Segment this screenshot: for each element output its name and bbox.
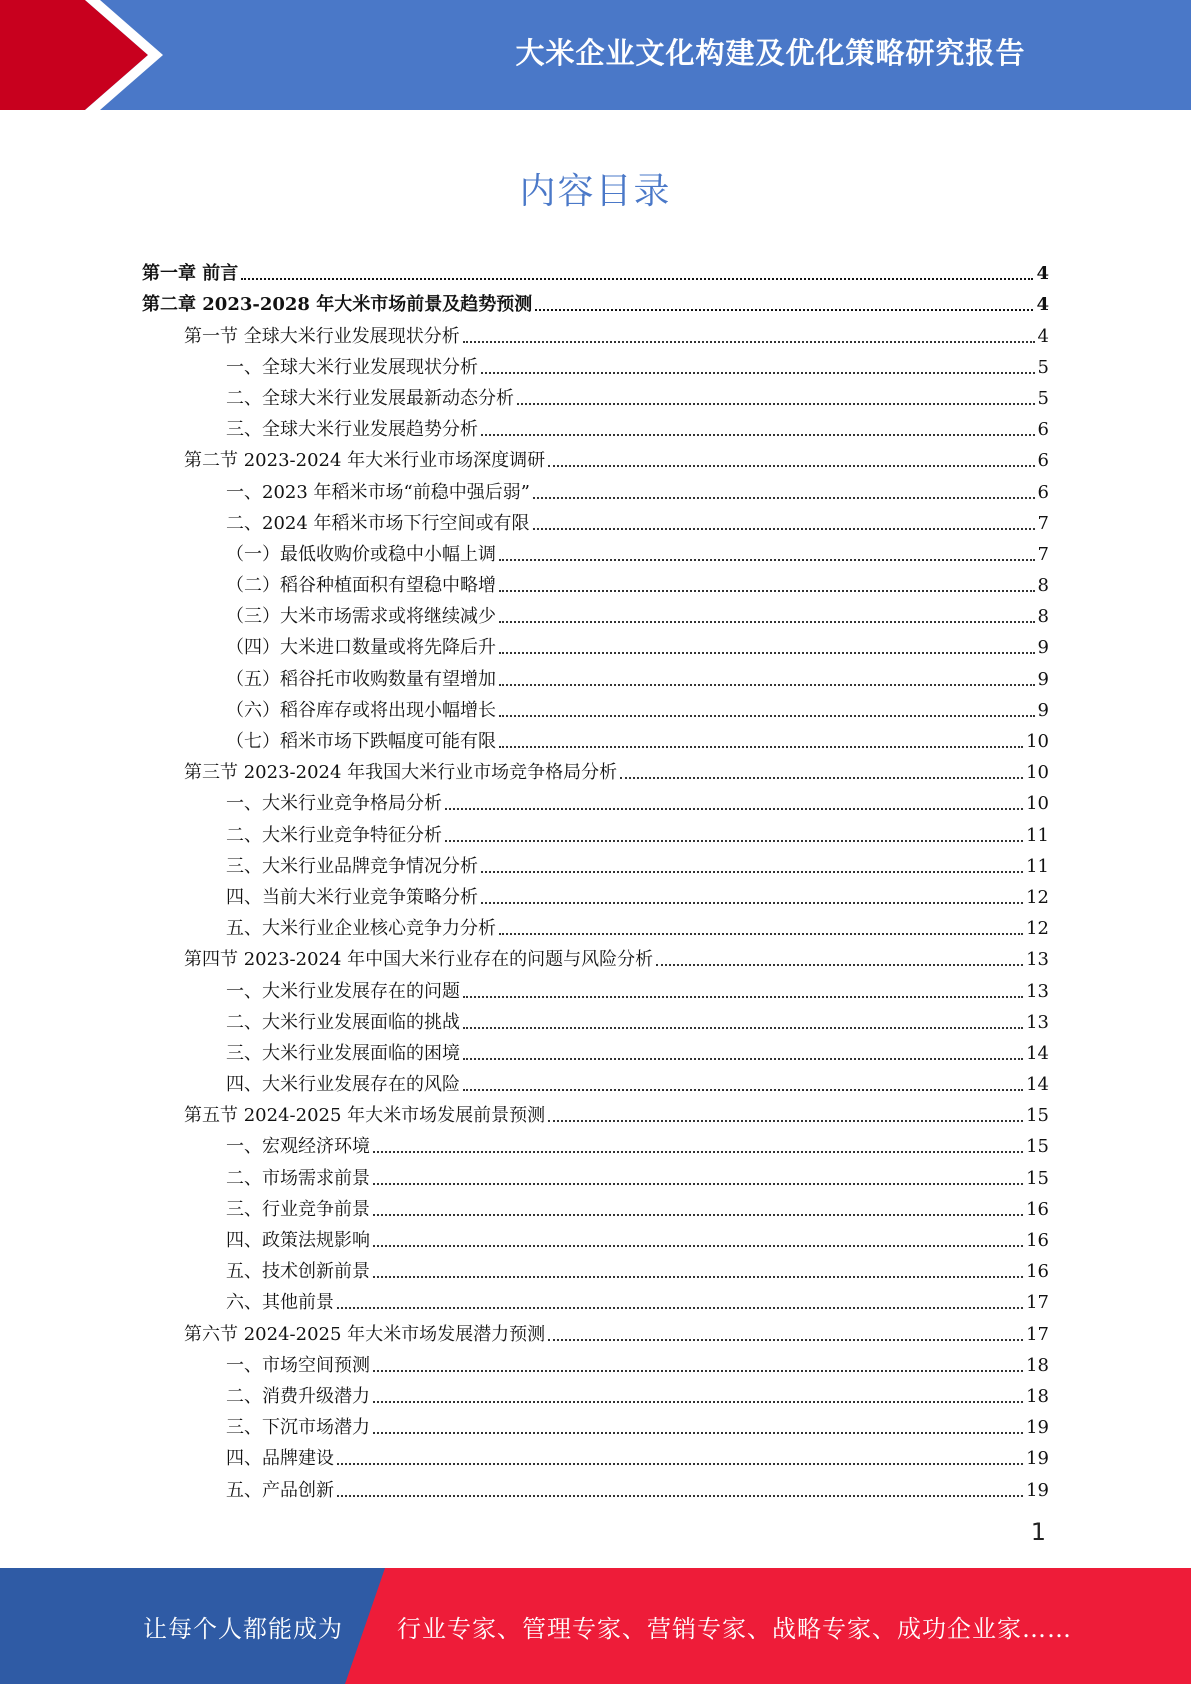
toc-entry-label: 四、大米行业发展存在的风险 bbox=[226, 1074, 460, 1096]
toc-entry-page: 11 bbox=[1026, 824, 1049, 846]
toc-dot-leader bbox=[481, 901, 1023, 904]
toc-entry-page: 18 bbox=[1026, 1354, 1049, 1376]
toc-entry-page: 19 bbox=[1026, 1417, 1049, 1439]
toc-dot-leader bbox=[337, 1306, 1023, 1309]
toc-entry-label: 四、品牌建设 bbox=[226, 1448, 334, 1470]
toc-dot-leader bbox=[373, 1369, 1023, 1372]
table-of-contents bbox=[142, 254, 1049, 1502]
toc-entry-label: 五、技术创新前景 bbox=[226, 1261, 370, 1283]
header-banner bbox=[0, 0, 1191, 110]
toc-entry[interactable] bbox=[142, 753, 1049, 784]
toc-dot-leader bbox=[445, 807, 1023, 810]
toc-entry-page: 15 bbox=[1026, 1167, 1049, 1189]
toc-entry-page: 8 bbox=[1037, 606, 1049, 628]
toc-entry[interactable] bbox=[142, 1408, 1049, 1439]
footer-slogan-left: 让每个人都能成为 bbox=[143, 1614, 343, 1643]
toc-dot-leader bbox=[517, 402, 1035, 405]
toc-dot-leader bbox=[481, 870, 1023, 873]
toc-dot-leader bbox=[499, 932, 1023, 935]
toc-dot-leader bbox=[499, 651, 1035, 654]
toc-dot-leader bbox=[620, 776, 1023, 779]
toc-dot-leader bbox=[373, 1244, 1023, 1247]
toc-entry[interactable] bbox=[142, 1034, 1049, 1065]
toc-entry-page: 6 bbox=[1037, 419, 1049, 441]
page-number: 1 bbox=[1030, 1518, 1046, 1546]
toc-entry-page: 13 bbox=[1026, 949, 1049, 971]
toc-entry[interactable] bbox=[142, 566, 1049, 597]
toc-entry-page: 12 bbox=[1026, 886, 1049, 908]
toc-entry-label: （四）大米进口数量或将先降后升 bbox=[226, 637, 496, 659]
toc-entry-label: 一、大米行业发展存在的问题 bbox=[226, 980, 460, 1002]
toc-entry-page: 10 bbox=[1026, 731, 1049, 752]
toc-entry-page: 18 bbox=[1026, 1385, 1049, 1407]
toc-entry[interactable] bbox=[142, 597, 1049, 628]
toc-entry-page: 5 bbox=[1037, 387, 1049, 409]
toc-entry-page: 14 bbox=[1026, 1042, 1049, 1064]
toc-dot-leader bbox=[373, 1431, 1023, 1434]
toc-entry-page: 9 bbox=[1037, 699, 1049, 721]
toc-entry-label: （六）稻谷库存或将出现小幅增长 bbox=[226, 699, 496, 721]
toc-dot-leader bbox=[463, 1088, 1023, 1091]
toc-entry[interactable] bbox=[142, 722, 1049, 753]
toc-entry-label: （二）稻谷种植面积有望稳中略增 bbox=[226, 575, 496, 597]
toc-entry[interactable] bbox=[142, 659, 1049, 690]
toc-entry-label: 第一节 全球大米行业发展现状分析 bbox=[184, 325, 460, 347]
toc-entry-label: 一、2023 年稻米市场“前稳中强后弱” bbox=[226, 481, 530, 503]
toc-entry[interactable] bbox=[142, 1158, 1049, 1189]
toc-entry-label: 第一章 前言 bbox=[142, 263, 239, 285]
toc-entry[interactable] bbox=[142, 410, 1049, 441]
toc-entry-label: （五）稻谷托市收购数量有望增加 bbox=[226, 668, 496, 690]
toc-entry-label: 二、市场需求前景 bbox=[226, 1167, 370, 1189]
toc-dot-leader bbox=[445, 839, 1023, 842]
footer-banner bbox=[0, 1568, 1191, 1684]
toc-entry[interactable] bbox=[142, 909, 1049, 940]
toc-entry-page: 6 bbox=[1037, 481, 1049, 503]
toc-entry-page: 10 bbox=[1026, 762, 1049, 784]
toc-entry[interactable] bbox=[142, 1252, 1049, 1283]
toc-dot-leader bbox=[548, 464, 1034, 467]
toc-dot-leader bbox=[463, 1057, 1023, 1060]
toc-entry-label: 三、下沉市场潜力 bbox=[226, 1417, 370, 1439]
toc-dot-leader bbox=[373, 1213, 1023, 1216]
toc-entry-page: 16 bbox=[1026, 1198, 1049, 1220]
toc-entry-page: 10 bbox=[1026, 793, 1049, 815]
toc-dot-leader bbox=[499, 589, 1035, 592]
toc-entry[interactable] bbox=[142, 1346, 1049, 1377]
toc-entry-label: 二、大米行业竞争特征分析 bbox=[226, 824, 442, 846]
toc-entry-page: 13 bbox=[1026, 1011, 1049, 1033]
toc-entry-label: 一、宏观经济环境 bbox=[226, 1136, 370, 1158]
toc-entry-label: 三、大米行业品牌竞争情况分析 bbox=[226, 855, 478, 877]
toc-entry[interactable] bbox=[142, 628, 1049, 659]
toc-entry-page: 15 bbox=[1026, 1105, 1049, 1127]
toc-dot-leader bbox=[373, 1400, 1023, 1403]
toc-entry[interactable] bbox=[142, 316, 1049, 347]
toc-entry[interactable] bbox=[142, 940, 1049, 971]
toc-entry[interactable] bbox=[142, 691, 1049, 722]
toc-dot-leader bbox=[499, 620, 1035, 623]
toc-dot-leader bbox=[373, 1182, 1023, 1185]
toc-dot-leader bbox=[499, 714, 1035, 717]
toc-entry[interactable] bbox=[142, 379, 1049, 410]
toc-entry-label: 第五节 2024-2025 年大米市场发展前景预测 bbox=[184, 1105, 546, 1127]
toc-entry-page: 17 bbox=[1026, 1323, 1049, 1345]
toc-dot-leader bbox=[533, 527, 1035, 530]
toc-entry-page: 14 bbox=[1026, 1074, 1049, 1096]
toc-entry[interactable] bbox=[142, 1470, 1049, 1501]
toc-entry-label: 第四节 2023-2024 年中国大米行业存在的问题与风险分析 bbox=[184, 949, 654, 971]
toc-entry-label: 三、大米行业发展面临的困境 bbox=[226, 1042, 460, 1064]
toc-entry-page: 19 bbox=[1026, 1448, 1049, 1470]
toc-dot-leader bbox=[656, 963, 1023, 966]
toc-entry-page: 4 bbox=[1036, 294, 1049, 316]
toc-entry[interactable] bbox=[142, 1314, 1049, 1345]
report-title: 大米企业文化构建及优化策略研究报告 bbox=[515, 35, 1026, 70]
toc-entry-label: 二、全球大米行业发展最新动态分析 bbox=[226, 387, 514, 409]
toc-dot-leader bbox=[533, 496, 1035, 499]
toc-entry[interactable] bbox=[142, 815, 1049, 846]
toc-entry-page: 9 bbox=[1037, 668, 1049, 690]
toc-entry-label: （七）稻米市场下跌幅度可能有限 bbox=[226, 731, 496, 752]
toc-entry[interactable] bbox=[142, 1096, 1049, 1127]
toc-entry[interactable] bbox=[142, 348, 1049, 379]
toc-entry[interactable] bbox=[142, 472, 1049, 503]
toc-entry[interactable] bbox=[142, 1127, 1049, 1158]
footer-slogan-right: 行业专家、管理专家、营销专家、战略专家、成功企业家…… bbox=[397, 1614, 1072, 1643]
toc-entry[interactable] bbox=[142, 254, 1049, 285]
toc-entry-label: 二、大米行业发展面临的挑战 bbox=[226, 1011, 460, 1033]
toc-entry-label: 一、大米行业竞争格局分析 bbox=[226, 793, 442, 815]
toc-entry-page: 6 bbox=[1037, 450, 1049, 472]
toc-entry-page: 4 bbox=[1037, 325, 1049, 347]
toc-entry-page: 9 bbox=[1037, 637, 1049, 659]
toc-entry[interactable] bbox=[142, 784, 1049, 815]
toc-entry-page: 8 bbox=[1037, 575, 1049, 597]
toc-entry[interactable] bbox=[142, 971, 1049, 1002]
toc-heading: 内容目录 bbox=[519, 171, 672, 212]
toc-entry-page: 12 bbox=[1026, 918, 1049, 940]
toc-entry-page: 19 bbox=[1026, 1479, 1049, 1501]
toc-dot-leader bbox=[463, 340, 1035, 343]
toc-entry-page: 17 bbox=[1026, 1292, 1049, 1314]
toc-dot-leader bbox=[337, 1494, 1023, 1497]
toc-entry-label: 二、消费升级潜力 bbox=[226, 1385, 370, 1407]
toc-entry[interactable] bbox=[142, 1190, 1049, 1221]
toc-dot-leader bbox=[481, 433, 1035, 436]
toc-entry-label: 六、其他前景 bbox=[226, 1292, 334, 1314]
toc-entry[interactable] bbox=[142, 1377, 1049, 1408]
toc-entry-label: 第二章 2023-2028 年大米市场前景及趋势预测 bbox=[142, 294, 533, 316]
toc-dot-leader bbox=[463, 1026, 1023, 1029]
toc-entry-label: 二、2024 年稻米市场下行空间或有限 bbox=[226, 512, 530, 534]
toc-entry[interactable] bbox=[142, 1221, 1049, 1252]
toc-dot-leader bbox=[499, 558, 1035, 561]
toc-dot-leader bbox=[499, 745, 1023, 748]
toc-dot-leader bbox=[241, 277, 1033, 280]
toc-entry[interactable] bbox=[142, 847, 1049, 878]
toc-entry[interactable] bbox=[142, 1439, 1049, 1470]
toc-dot-leader bbox=[481, 371, 1035, 374]
toc-entry-page: 11 bbox=[1026, 855, 1049, 877]
toc-entry-label: 一、市场空间预测 bbox=[226, 1354, 370, 1376]
toc-entry-page: 16 bbox=[1026, 1261, 1049, 1283]
toc-dot-leader bbox=[548, 1119, 1023, 1122]
toc-entry-page: 5 bbox=[1037, 356, 1049, 378]
toc-entry[interactable] bbox=[142, 441, 1049, 472]
toc-entry-label: 第二节 2023-2024 年大米行业市场深度调研 bbox=[184, 450, 546, 472]
toc-entry-label: 第三节 2023-2024 年我国大米行业市场竞争格局分析 bbox=[184, 762, 618, 784]
toc-entry[interactable] bbox=[142, 1003, 1049, 1034]
toc-entry[interactable] bbox=[142, 285, 1049, 316]
toc-entry-page: 15 bbox=[1026, 1136, 1049, 1158]
toc-entry-page: 7 bbox=[1037, 543, 1049, 565]
toc-dot-leader bbox=[499, 683, 1035, 686]
toc-dot-leader bbox=[337, 1462, 1023, 1465]
toc-entry[interactable] bbox=[142, 1283, 1049, 1314]
toc-entry-label: （三）大米市场需求或将继续减少 bbox=[226, 606, 496, 628]
toc-entry-page: 16 bbox=[1026, 1230, 1049, 1251]
toc-dot-leader bbox=[535, 308, 1033, 311]
toc-entry-page: 7 bbox=[1037, 512, 1049, 534]
toc-entry-label: （一）最低收购价或稳中小幅上调 bbox=[226, 543, 496, 565]
toc-entry-label: 四、当前大米行业竞争策略分析 bbox=[226, 886, 478, 908]
toc-entry[interactable] bbox=[142, 1065, 1049, 1096]
toc-entry[interactable] bbox=[142, 878, 1049, 909]
toc-entry-page: 4 bbox=[1036, 263, 1049, 285]
toc-entry[interactable] bbox=[142, 504, 1049, 535]
toc-entry-label: 一、全球大米行业发展现状分析 bbox=[226, 356, 478, 378]
toc-entry-label: 三、全球大米行业发展趋势分析 bbox=[226, 419, 478, 441]
toc-entry-label: 五、大米行业企业核心竞争力分析 bbox=[226, 918, 496, 940]
toc-entry-page: 13 bbox=[1026, 980, 1049, 1002]
toc-dot-leader bbox=[463, 995, 1023, 998]
toc-dot-leader bbox=[373, 1275, 1023, 1278]
toc-entry-label: 五、产品创新 bbox=[226, 1479, 334, 1501]
toc-entry-label: 三、行业竞争前景 bbox=[226, 1198, 370, 1220]
toc-dot-leader bbox=[548, 1338, 1023, 1341]
toc-dot-leader bbox=[373, 1150, 1023, 1153]
toc-entry[interactable] bbox=[142, 535, 1049, 566]
toc-entry-label: 第六节 2024-2025 年大米市场发展潜力预测 bbox=[184, 1323, 546, 1345]
toc-entry-label: 四、政策法规影响 bbox=[226, 1230, 370, 1251]
